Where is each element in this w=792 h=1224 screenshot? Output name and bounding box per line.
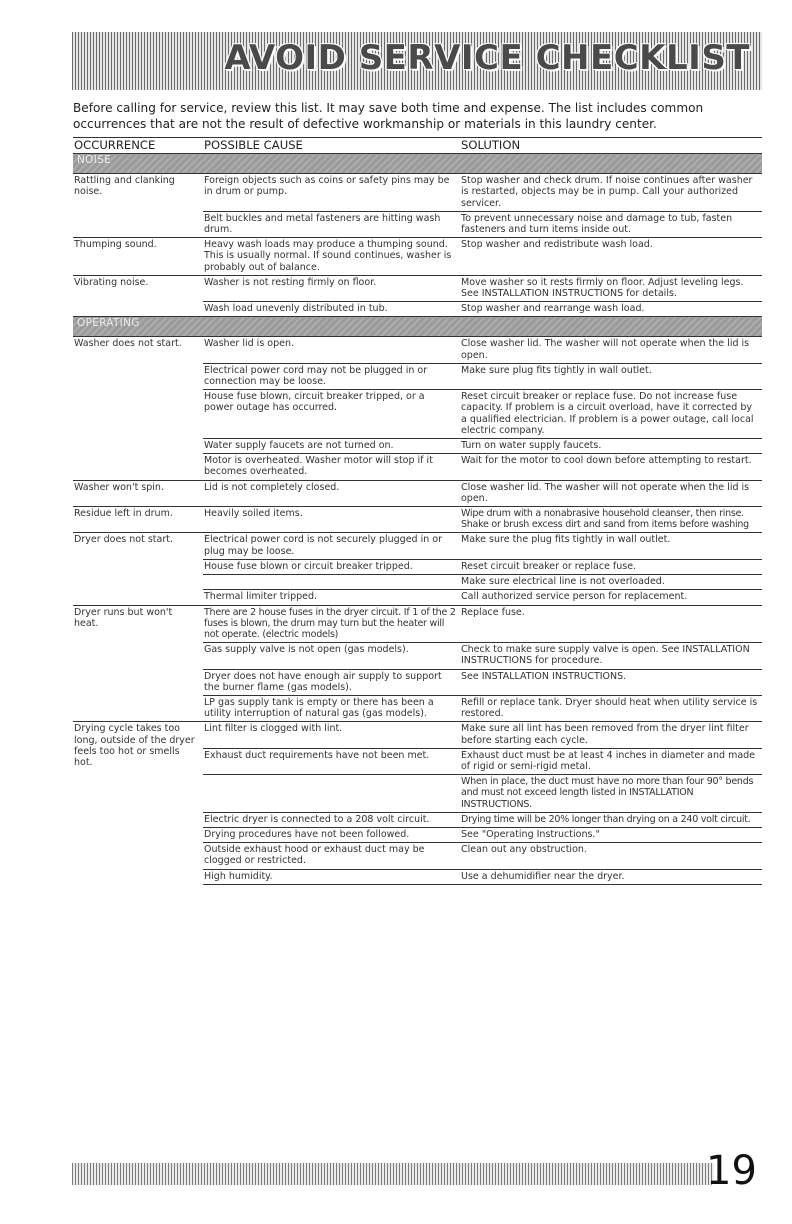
- table-row: [73, 275, 762, 301]
- cause-cell: Lid is not completely closed.: [203, 480, 460, 506]
- header-possible-cause: POSSIBLE CAUSE: [203, 138, 460, 154]
- table-row: [73, 480, 762, 506]
- occurrence-cell: Residue left in drum.: [73, 507, 203, 533]
- cause-cell: Belt buckles and metal fasteners are hitting wash drum.: [203, 211, 460, 237]
- table-row: [73, 533, 762, 559]
- cause-cell: Foreign objects such as coins or safety pins may be in drum or pump.: [203, 174, 460, 212]
- cause-cell: There are 2 house fuses in the dryer circuit. If 1 of the 2 fuses is blown, the drum may turn but the heater will not operate. (electric models): [203, 605, 460, 643]
- solution-cell: Check to make sure supply valve is open. See INSTALLATION INSTRUCTIONS for procedure.: [460, 643, 762, 669]
- solution-cell: Clean out any obstruction.: [460, 843, 762, 869]
- header-row: [73, 138, 762, 154]
- occurrence-cell: [73, 363, 203, 389]
- occurrence-cell: [73, 669, 203, 695]
- footer-bar: [72, 1163, 714, 1185]
- occurrence-cell: Vibrating noise.: [74, 276, 149, 288]
- table-row: [73, 559, 762, 574]
- solution-cell: Make sure all lint has been removed from the dryer lint filter before starting each cycle.: [460, 722, 762, 748]
- solution-cell: Call authorized service person for replacement.: [460, 590, 762, 605]
- table-row: [73, 575, 762, 590]
- occurrence-cell: [73, 302, 203, 317]
- table-row: [73, 454, 762, 480]
- table-row: [73, 722, 762, 748]
- table-row: [73, 439, 762, 454]
- solution-cell: Use a dehumidifier near the dryer.: [460, 869, 762, 884]
- cause-cell: Outside exhaust hood or exhaust duct may be clogged or restricted.: [203, 843, 460, 869]
- solution-cell: Reset circuit breaker or replace fuse. Do not increase fuse capacity. If problem is a circuit overload, have it corrected by a qualified electrician. If problem is a power outage, call local electric company.: [460, 390, 762, 439]
- cause-cell: Washer lid is open.: [203, 337, 460, 363]
- solution-cell: Stop washer and check drum. If noise continues after washer is restarted, objects may be in pump. Call your authorized servicer.: [460, 174, 762, 212]
- page-number: 19: [706, 1148, 757, 1194]
- cause-cell: House fuse blown, circuit breaker tripped, or a power outage has occurred.: [203, 390, 460, 439]
- occurrence-cell: [73, 575, 203, 590]
- solution-cell: Drying time will be 20% longer than drying on a 240 volt circuit.: [460, 812, 762, 827]
- solution-cell: Wipe drum with a nonabrasive household cleanser, then rinse. Shake or brush excess dirt and sand from items before washing: [460, 507, 762, 533]
- solution-cell: To prevent unnecessary noise and damage to tub, fasten fasteners and turn items inside out.: [460, 211, 762, 237]
- occurrence-cell: [73, 643, 203, 669]
- cause-cell: [203, 775, 460, 813]
- section-title: NOISE: [73, 154, 762, 174]
- cause-cell: Water supply faucets are not turned on.: [203, 439, 460, 454]
- table-row: [73, 605, 762, 643]
- cause-cell: LP gas supply tank is empty or there has been a utility interruption of natural gas (gas models).: [203, 695, 460, 721]
- cause-cell: Exhaust duct requirements have not been met.: [203, 748, 460, 774]
- occurrence-cell: [73, 695, 203, 721]
- solution-cell: Stop washer and rearrange wash load.: [460, 302, 762, 317]
- cause-cell: Lint filter is clogged with lint.: [203, 722, 460, 748]
- cause-cell: Thermal limiter tripped.: [203, 590, 460, 605]
- table-row: [73, 390, 762, 439]
- cause-cell: Electrical power cord is not securely plugged in or plug may be loose.: [203, 533, 460, 559]
- solution-cell: See INSTALLATION INSTRUCTIONS.: [460, 669, 762, 695]
- occurrence-cell: [73, 211, 203, 237]
- table-row: [73, 363, 762, 389]
- cause-cell: Wash load unevenly distributed in tub.: [203, 302, 460, 317]
- occurrence-cell: Dryer runs but won't heat.: [74, 606, 173, 629]
- occurrence-cell: [73, 454, 203, 480]
- occurrence-cell: [73, 390, 203, 439]
- occurrence-cell: [73, 559, 203, 574]
- table-row: [73, 695, 762, 721]
- solution-cell: Make sure the plug fits tightly in wall outlet.: [460, 533, 762, 559]
- solution-cell: Reset circuit breaker or replace fuse.: [460, 559, 762, 574]
- solution-cell: Move washer so it rests firmly on floor. Adjust leveling legs. See INSTALLATION INSTRUCTIONS for details.: [460, 275, 762, 301]
- cause-cell: House fuse blown or circuit breaker tripped.: [203, 559, 460, 574]
- cause-cell: [203, 575, 460, 590]
- solution-cell: Exhaust duct must be at least 4 inches in diameter and made of rigid or semi-rigid metal.: [460, 748, 762, 774]
- solution-cell: Replace fuse.: [460, 605, 762, 643]
- cause-cell: Heavily soiled items.: [203, 507, 460, 533]
- section-noise: [73, 154, 762, 174]
- solution-cell: Turn on water supply faucets.: [460, 439, 762, 454]
- page-title: AVOID SERVICE CHECKLIST: [224, 38, 750, 78]
- occurrence-cell: Dryer does not start.: [74, 534, 173, 546]
- solution-cell: Wait for the motor to cool down before attempting to restart.: [460, 454, 762, 480]
- table-row: [73, 590, 762, 605]
- solution-cell: See "Operating Instructions.": [460, 827, 762, 842]
- cause-cell: High humidity.: [203, 869, 460, 884]
- solution-cell: Close washer lid. The washer will not operate when the lid is open.: [460, 480, 762, 506]
- table-row: [73, 174, 762, 212]
- cause-cell: Washer is not resting firmly on floor.: [203, 275, 460, 301]
- occurrence-cell: Drying cycle takes too long, outside of the dryer feels too hot or smells hot.: [74, 723, 195, 768]
- table-row: [73, 337, 762, 363]
- occurrence-cell: Rattling and clanking noise.: [74, 175, 175, 198]
- cause-cell: Electrical power cord may not be plugged in or connection may be loose.: [203, 363, 460, 389]
- occurrence-cell: Thumping sound.: [73, 238, 203, 276]
- occurrence-cell: [73, 439, 203, 454]
- solution-cell: Stop washer and redistribute wash load.: [460, 238, 762, 276]
- solution-cell: Make sure plug fits tightly in wall outlet.: [460, 363, 762, 389]
- cause-cell: Electric dryer is connected to a 208 volt circuit.: [203, 812, 460, 827]
- header-occurrence: OCCURRENCE: [73, 138, 203, 154]
- table-row: [73, 211, 762, 237]
- occurrence-cell: Washer does not start.: [74, 338, 182, 350]
- cause-cell: Gas supply valve is not open (gas models).: [203, 643, 460, 669]
- solution-cell: Refill or replace tank. Dryer should heat when utility service is restored.: [460, 695, 762, 721]
- section-operating: [73, 317, 762, 337]
- table-row: [73, 238, 762, 276]
- header-solution: SOLUTION: [460, 138, 762, 154]
- cause-cell: Motor is overheated. Washer motor will stop if it becomes overheated.: [203, 454, 460, 480]
- solution-cell: When in place, the duct must have no more than four 90° bends and must not exceed length listed in INSTALLATION INSTRUCTIONS.: [460, 775, 762, 813]
- table-row: [73, 507, 762, 533]
- solution-cell: Close washer lid. The washer will not operate when the lid is open.: [460, 337, 762, 363]
- table-row: [73, 669, 762, 695]
- cause-cell: Heavy wash loads may produce a thumping sound. This is usually normal. If sound continues, washer is probably out of balance.: [203, 238, 460, 276]
- occurrence-cell: [73, 590, 203, 605]
- occurrence-cell: Washer won't spin.: [73, 480, 203, 506]
- table-row: [73, 643, 762, 669]
- cause-cell: Drying procedures have not been followed.: [203, 827, 460, 842]
- section-title: OPERATING: [73, 317, 762, 337]
- table-row: [73, 302, 762, 317]
- title-banner: [72, 32, 762, 90]
- checklist-table: [73, 137, 762, 885]
- cause-cell: Dryer does not have enough air supply to support the burner flame (gas models).: [203, 669, 460, 695]
- solution-cell: Make sure electrical line is not overloaded.: [460, 575, 762, 590]
- intro-paragraph: Before calling for service, review this list. It may save both time and expense. The list includes common occurrences that are not the result of defective workmanship or materials in this laundry center.: [73, 101, 704, 131]
